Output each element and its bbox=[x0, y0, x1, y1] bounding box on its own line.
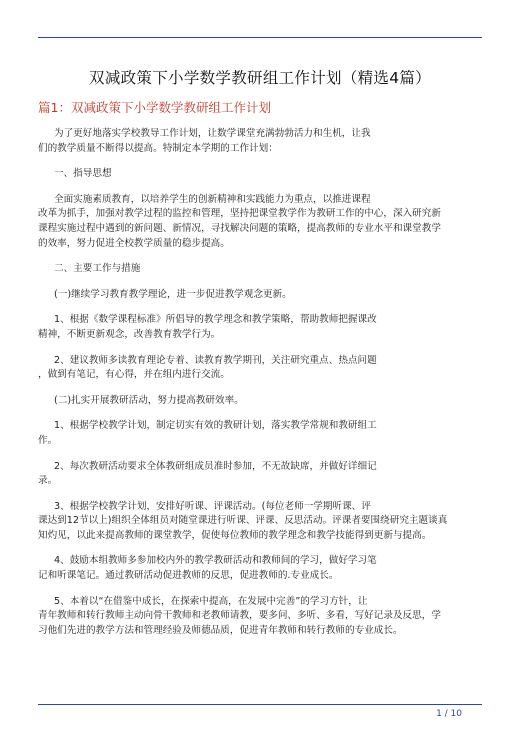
paragraph bbox=[38, 288, 484, 303]
paragraph bbox=[38, 127, 484, 156]
text-line: 3、根据学校教学计划，安排好听课、评课活动。(每位老师一学期听课、评 bbox=[54, 500, 371, 512]
text-line: 青年教师和转行教师主动向骨干教师和老教师请教，要多问、多听、多看，写好记录及反思，学 bbox=[38, 610, 441, 622]
text-line: 一、指导思想 bbox=[54, 168, 112, 180]
section-heading: 篇1：双减政策下小学数学教研组工作计划 bbox=[38, 100, 271, 115]
text-line: 1、根据学校教学计划，制定切实有效的教研计划，落实教学常规和教研组工 bbox=[54, 420, 377, 432]
text-line: 2、每次教研活动要求全体教研组成员准时参加，不无故缺席，并做好详细记 bbox=[54, 460, 377, 472]
text-line: 们的教学质量不断得以提高。特制定本学期的工作计划： bbox=[38, 142, 278, 154]
paragraph bbox=[38, 595, 484, 639]
text-line: ，做到有笔记，有心得，并在组内进行交流。 bbox=[38, 369, 230, 381]
text-line: 作。 bbox=[38, 434, 58, 446]
text-line: 1、根据《数学课程标准》所倡导的教学理念和教学策略，帮助教师把握课改 bbox=[54, 314, 377, 326]
text-line: 课程实施过程中遇到的新问题、新情况，寻找解决问题的策略，提高教师的专业水平和课堂教学 bbox=[38, 222, 441, 234]
document-body bbox=[38, 127, 484, 638]
paragraph bbox=[38, 262, 484, 277]
paragraph bbox=[38, 354, 484, 383]
text-line: 4、鼓励本组教师多参加校内外的教学教研活动和教师间的学习，做好学习笔 bbox=[54, 555, 377, 567]
text-line: 记和听课笔记。通过教研活动促进教师的反思，促进教师的.专业成长。 bbox=[38, 570, 339, 582]
text-line: 二、主要工作与措施 bbox=[54, 263, 141, 275]
text-line: 为了更好地落实学校教导工作计划，让数学课堂充满勃勃活力和生机，让我 bbox=[54, 128, 371, 139]
page-number: 1 / 10 bbox=[436, 709, 462, 719]
paragraph bbox=[38, 554, 484, 583]
text-line: 改革为抓手，加强对教学过程的监控和管理，坚持把课堂教学作为教研工作的中心，深入研究新 bbox=[38, 208, 441, 220]
paragraph bbox=[38, 460, 484, 489]
header-rule bbox=[38, 37, 482, 38]
paragraph bbox=[38, 500, 484, 544]
text-line: 的效率，努力促进全校教学质量的稳步提高。 bbox=[38, 237, 230, 249]
text-line: 录。 bbox=[38, 475, 58, 487]
text-line: (二)扎实开展教研活动，努力提高教研效率。 bbox=[54, 394, 244, 406]
text-line: 精神，不断更新观念，改善教育教学行为。 bbox=[38, 328, 221, 340]
text-line: 知灼见，以此来提高教师的课堂教学，促使每位教师的教学理念和教学技能得到更新与提高。 bbox=[38, 529, 432, 541]
paragraph bbox=[38, 167, 484, 182]
text-line: 全面实施素质教育，以培养学生的创新精神和实践能力为重点，以推进课程 bbox=[54, 193, 371, 205]
text-line: (一)继续学习教育教学理论，进一步促进教学观念更新。 bbox=[54, 288, 292, 300]
paragraph bbox=[38, 394, 484, 409]
paragraph bbox=[38, 419, 484, 448]
document-title: 双减政策下小学数学教研组工作计划（精选4篇） bbox=[89, 69, 431, 87]
text-line: 习他们先进的教学方法和管理经验及师德品质，促进青年教师和转行教师的专业成长。 bbox=[38, 624, 403, 636]
paragraph bbox=[38, 313, 484, 342]
text-line: 5、本着以“在借鉴中成长，在探索中提高，在发展中完善”的学习方针，让 bbox=[54, 595, 368, 607]
text-line: 课达到12节以上)组织全体组员对随堂课进行听课、评课、反思活动。评课者要围绕研究主题谈真 bbox=[38, 515, 448, 527]
footer-rule bbox=[38, 704, 482, 705]
text-line: 2、建议教师多读教育理论专着、读教育教学期刊，关注研究重点、热点问题 bbox=[54, 354, 377, 366]
paragraph bbox=[38, 193, 484, 251]
